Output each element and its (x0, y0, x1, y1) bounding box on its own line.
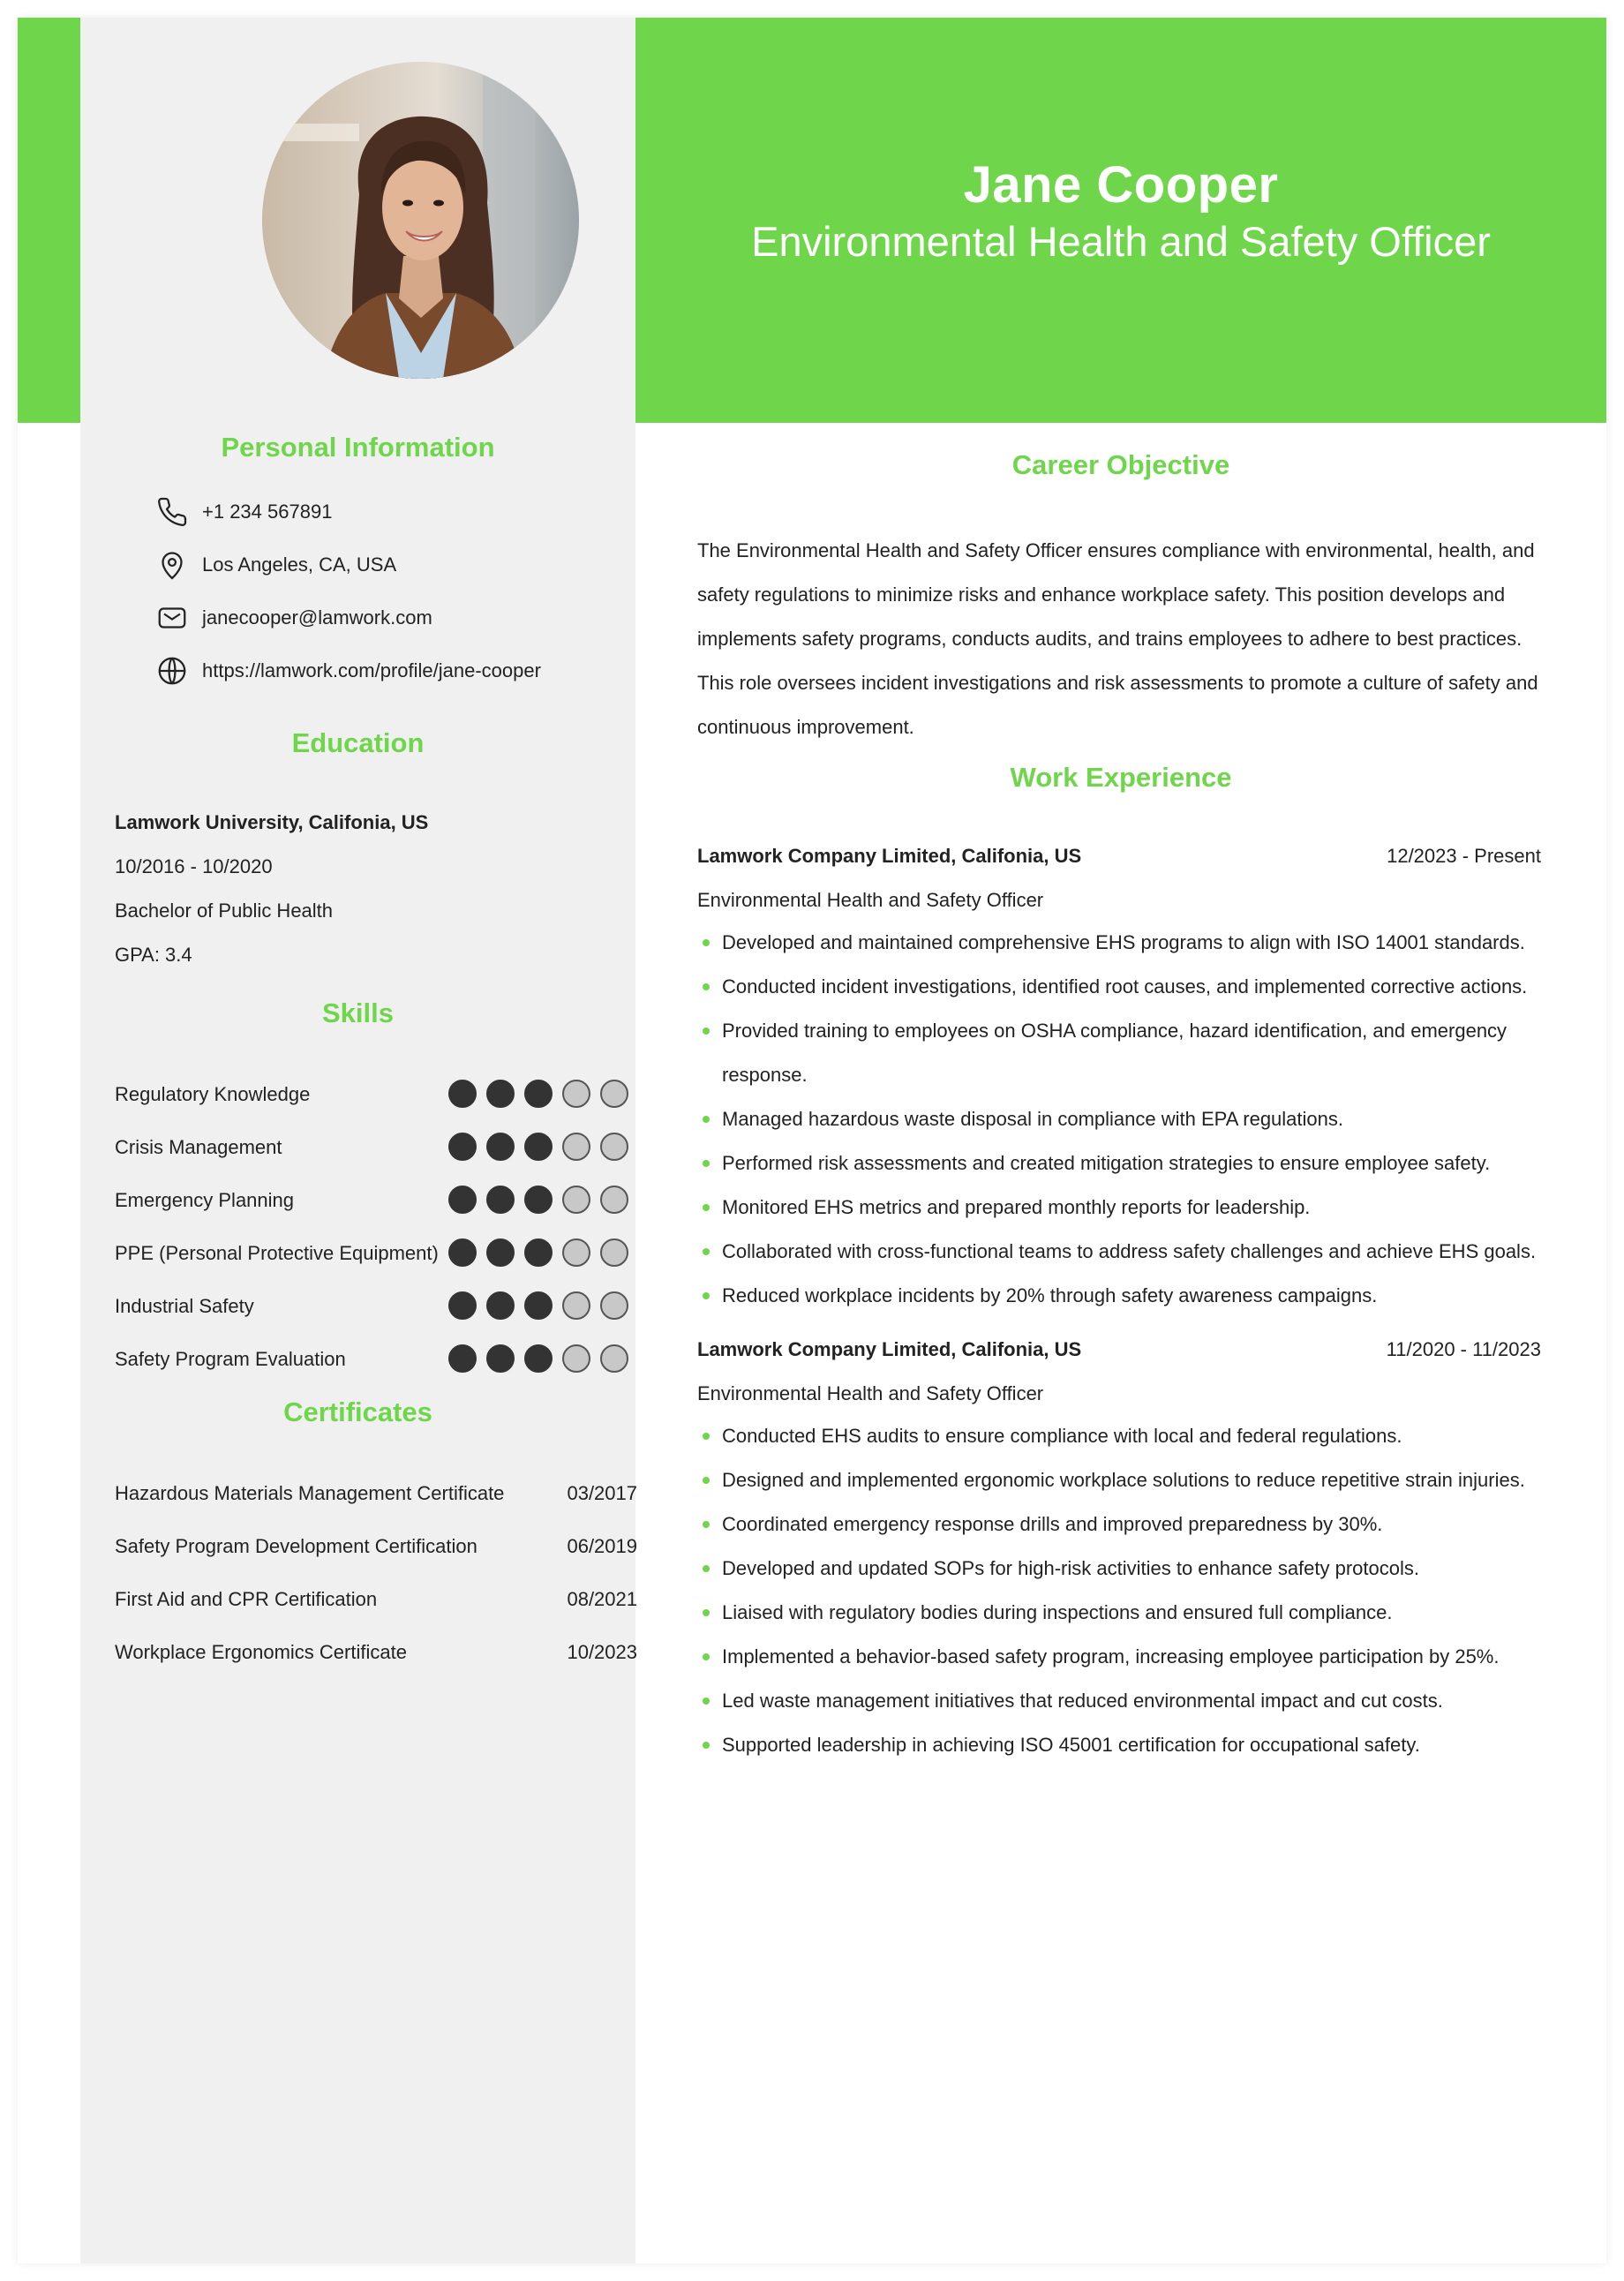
contact-website (155, 653, 541, 689)
skills-heading: Skills (322, 997, 394, 1028)
rating-dot-filled (486, 1344, 515, 1373)
rating-dot-empty (562, 1344, 590, 1373)
rating-dot-filled (486, 1133, 515, 1161)
list-item: Developed and maintained comprehensive EHS programs to align with ISO 14001 standards. (697, 921, 1545, 965)
list-item: Coordinated emergency response drills and improved preparedness by 30%. (697, 1502, 1545, 1547)
rating-dot-filled (486, 1291, 515, 1320)
list-item: Led waste management initiatives that reduced environmental impact and cut costs. (697, 1679, 1545, 1723)
rating-dot-filled (448, 1186, 477, 1214)
location-text: Los Angeles, CA, USA (202, 553, 397, 576)
skill-name: Emergency Planning (115, 1189, 295, 1211)
skill-rating (448, 1080, 638, 1108)
skill-name: Crisis Management (115, 1136, 282, 1158)
phone-icon (155, 495, 189, 529)
rating-dot-empty (600, 1344, 628, 1373)
rating-dot-filled (524, 1344, 553, 1373)
skill-rating (448, 1344, 638, 1373)
job-dates: 12/2023 - Present (1387, 845, 1541, 867)
skill-rating (448, 1133, 638, 1161)
education-gpa: GPA: 3.4 (115, 944, 192, 966)
rating-dot-empty (562, 1238, 590, 1267)
rating-dot-filled (486, 1186, 515, 1214)
personal-info-heading: Personal Information (221, 432, 495, 463)
certificate-row (115, 1482, 637, 1509)
skill-rating (448, 1291, 638, 1320)
rating-dot-filled (524, 1133, 553, 1161)
rating-dot-filled (524, 1080, 553, 1108)
job-header (697, 845, 1541, 871)
skill-rating (448, 1238, 638, 1267)
skill-row (115, 1186, 635, 1216)
rating-dot-empty (600, 1186, 628, 1214)
avatar-icon (262, 62, 579, 379)
list-item: Implemented a behavior-based safety program, increasing employee participation by 25%. (697, 1635, 1545, 1679)
header (635, 18, 1606, 423)
job-bullets (697, 921, 1545, 1318)
certificate-row (115, 1641, 637, 1667)
certificate-date: 08/2021 (567, 1588, 637, 1610)
education-degree: Bachelor of Public Health (115, 900, 334, 922)
location-pin-icon (155, 548, 189, 582)
skill-name: Industrial Safety (115, 1295, 254, 1317)
skill-name: Regulatory Knowledge (115, 1083, 311, 1105)
list-item: Monitored EHS metrics and prepared monthly reports for leadership. (697, 1186, 1545, 1230)
rating-dot-empty (600, 1133, 628, 1161)
job-header (697, 1338, 1541, 1365)
rating-dot-empty (562, 1080, 590, 1108)
rating-dot-filled (524, 1238, 553, 1267)
education-school: Lamwork University, Califonia, US (115, 811, 429, 833)
certificate-row (115, 1588, 637, 1615)
rating-dot-filled (448, 1133, 477, 1161)
certificate-name: Hazardous Materials Management Certificate (115, 1482, 505, 1504)
skill-row (115, 1291, 635, 1321)
rating-dot-filled (486, 1238, 515, 1267)
certificate-row (115, 1535, 637, 1562)
rating-dot-filled (448, 1238, 477, 1267)
rating-dot-empty (562, 1133, 590, 1161)
list-item: Reduced workplace incidents by 20% through safety awareness campaigns. (697, 1274, 1545, 1318)
rating-dot-filled (448, 1080, 477, 1108)
list-item: Designed and implemented ergonomic workplace solutions to reduce repetitive strain injuries. (697, 1458, 1545, 1502)
job-dates: 11/2020 - 11/2023 (1386, 1338, 1541, 1360)
skill-name: Safety Program Evaluation (115, 1348, 346, 1370)
certificate-date: 10/2023 (567, 1641, 637, 1663)
career-objective-text: The Environmental Health and Safety Officer ensures compliance with environmental, health, and safety regulations to minimize risks and enhance workplace safety. This position develops and implements safety programs, conducts audits, and trains employees to adhere to best practices. This role oversees incident investigations and risk assessments to promote a culture of safety and continuous improvement. (697, 539, 1538, 738)
rating-dot-empty (600, 1238, 628, 1267)
sidebar (80, 18, 635, 2263)
rating-dot-filled (524, 1186, 553, 1214)
skill-row (115, 1344, 635, 1374)
website-link[interactable]: https://lamwork.com/profile/jane-cooper (202, 659, 541, 681)
rating-dot-empty (600, 1291, 628, 1320)
candidate-name: Jane Cooper (963, 156, 1279, 214)
certificate-name: First Aid and CPR Certification (115, 1588, 378, 1610)
globe-icon (155, 654, 189, 688)
job-company: Lamwork Company Limited, Califonia, US (697, 845, 1082, 867)
resume-page (18, 18, 1606, 2263)
skill-name: PPE (Personal Protective Equipment) (115, 1242, 439, 1264)
rating-dot-filled (524, 1291, 553, 1320)
list-item: Conducted incident investigations, identified root causes, and implemented corrective actions. (697, 965, 1545, 1009)
list-item: Provided training to employees on OSHA compliance, hazard identification, and emergency response. (697, 1009, 1545, 1097)
accent-strip (18, 18, 80, 423)
job-company: Lamwork Company Limited, Califonia, US (697, 1338, 1082, 1360)
phone-text: +1 234 567891 (202, 501, 333, 523)
list-item: Performed risk assessments and created mitigation strategies to ensure employee safety. (697, 1141, 1545, 1186)
list-item: Conducted EHS audits to ensure compliance with local and federal regulations. (697, 1414, 1545, 1458)
list-item: Managed hazardous waste disposal in compliance with EPA regulations. (697, 1097, 1545, 1141)
work-experience-heading: Work Experience (1010, 762, 1232, 793)
rating-dot-empty (600, 1080, 628, 1108)
main-content (635, 423, 1606, 2263)
certificates-heading: Certificates (283, 1396, 432, 1427)
career-objective-heading: Career Objective (1011, 449, 1230, 480)
list-item: Developed and updated SOPs for high-risk activities to enhance safety protocols. (697, 1547, 1545, 1591)
list-item: Supported leadership in achieving ISO 45001 certification for occupational safety. (697, 1723, 1545, 1767)
job-bullets (697, 1414, 1545, 1767)
job-title: Environmental Health and Safety Officer (697, 889, 1044, 911)
job-title: Environmental Health and Safety Officer (697, 1382, 1044, 1404)
email-link[interactable]: janecooper@lamwork.com (202, 606, 432, 629)
skill-rating (448, 1186, 638, 1214)
rating-dot-filled (448, 1291, 477, 1320)
rating-dot-filled (448, 1344, 477, 1373)
skill-row (115, 1080, 635, 1110)
education-dates: 10/2016 - 10/2020 (115, 855, 273, 877)
list-item: Liaised with regulatory bodies during inspections and ensured full compliance. (697, 1591, 1545, 1635)
rating-dot-empty (562, 1291, 590, 1320)
contact-phone (155, 494, 332, 530)
envelope-icon (155, 601, 189, 635)
certificate-name: Safety Program Development Certification (115, 1535, 477, 1557)
skill-row (115, 1238, 635, 1268)
profile-photo (262, 62, 579, 379)
certificate-name: Workplace Ergonomics Certificate (115, 1641, 407, 1663)
certificate-date: 03/2017 (567, 1482, 637, 1504)
rating-dot-empty (562, 1186, 590, 1214)
education-heading: Education (291, 727, 425, 758)
skill-row (115, 1133, 635, 1163)
candidate-title: Environmental Health and Safety Officer (751, 218, 1491, 265)
contact-email (155, 600, 432, 636)
list-item: Collaborated with cross-functional teams to address safety challenges and achieve EHS goals. (697, 1230, 1545, 1274)
contact-location (155, 547, 396, 583)
certificate-date: 06/2019 (567, 1535, 637, 1557)
rating-dot-filled (486, 1080, 515, 1108)
